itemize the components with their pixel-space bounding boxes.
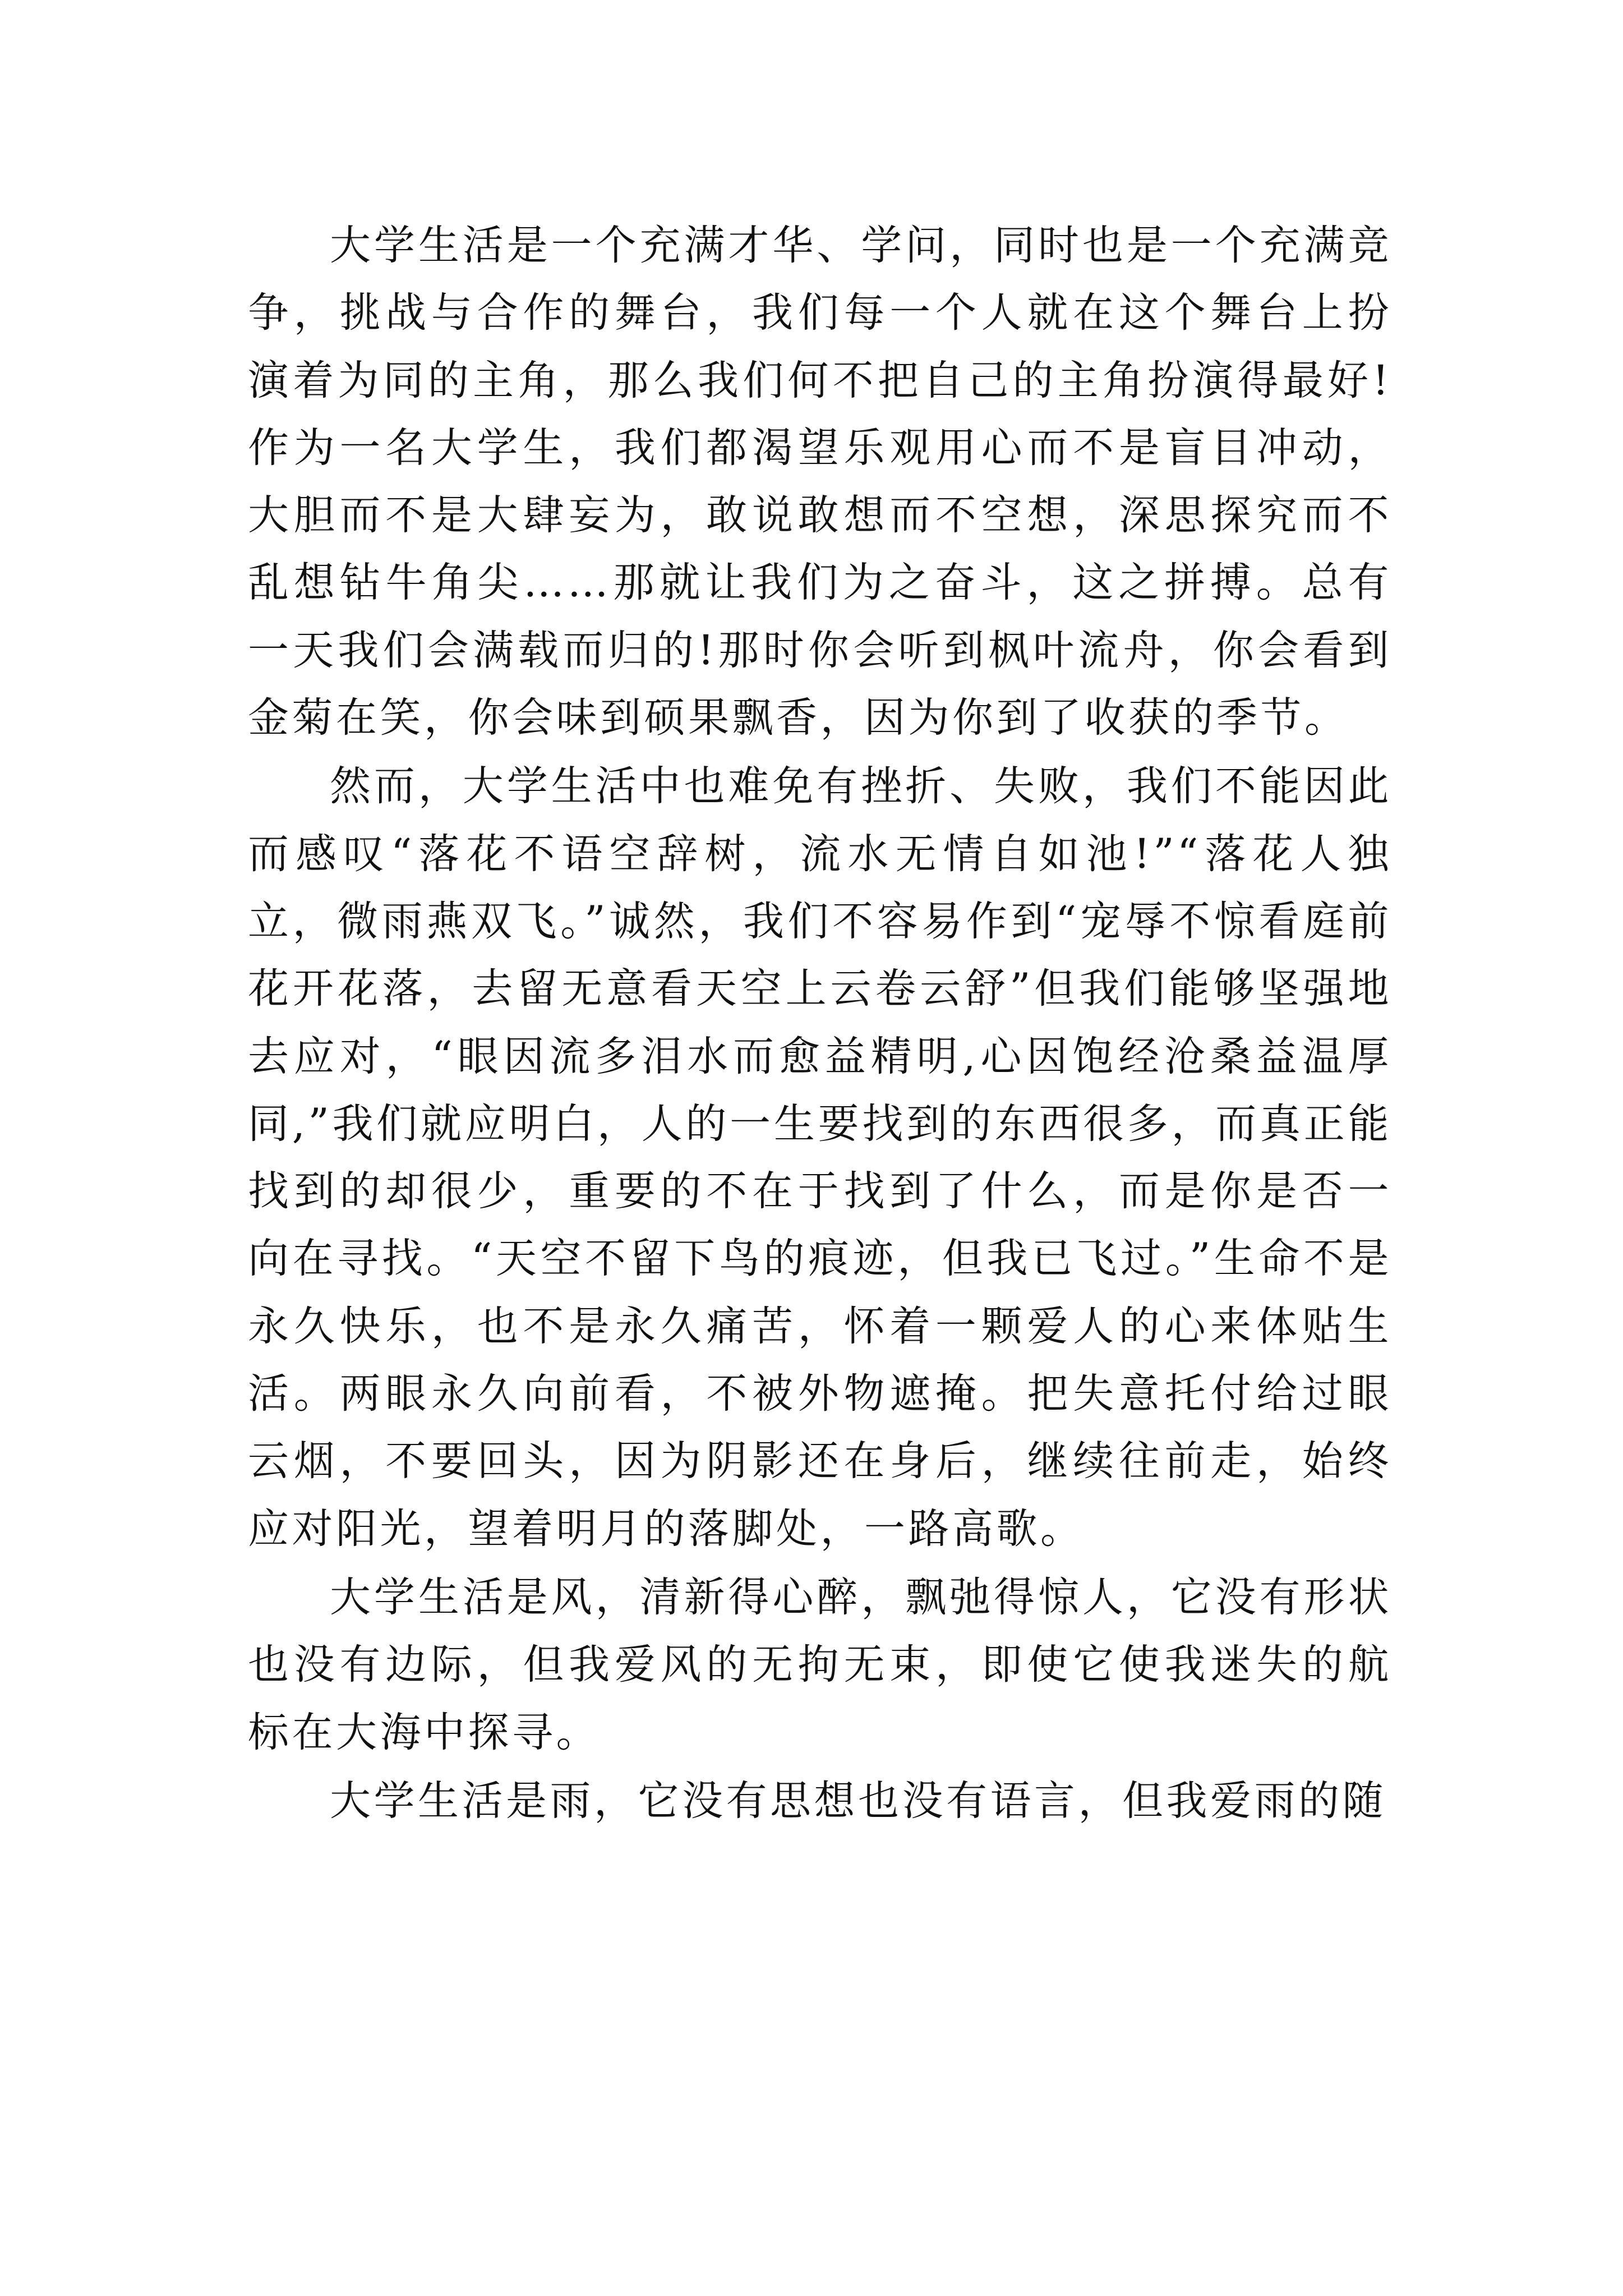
- paragraph-4: 大学生活是雨，它没有思想也没有语言，但我爱雨的随: [330, 1777, 1386, 1825]
- paragraph-3: 大学生活是风，清新得心醉，飘弛得惊人，它没有形状也没有边际，但我爱风的无拘无束，即使它使我迷失的航标在大海中探寻。: [248, 1573, 1392, 1756]
- paragraph-1: 大学生活是一个充满才华、学问，同时也是一个充满竞争，挑战与合作的舞台，我们每一个人就在这个舞台上扮演着为同的主角，那么我们何不把自己的主角扮演得最好!作为一名大学生，我们都渴望乐观用心而不是盲目冲动，大胆而不是大肆妄为，敢说敢想而不空想，深思探究而不乱想钻牛角尖……那就让我们为之奋斗，这之拼搏。总有一天我们会满载而归的!那时你会听到枫叶流舟，你会看到金菊在笑，你会味到硕果飘香，因为你到了收获的季节。: [248, 222, 1392, 742]
- body-text: [248, 212, 1392, 1835]
- paragraph-2: 然而，大学生活中也难免有挫折、失败，我们不能因此而感叹“落花不语空辞树，流水无情自如池!”“落花人独立，微雨燕双飞。”诚然，我们不容易作到“宠辱不惊看庭前花开花落，去留无意看天空上云卷云舒”但我们能够坚强地去应对，“眼因流多泪水而愈益精明,心因饱经沧桑益温厚同,”我们就应明白，人的一生要找到的东西很多，而真正能找到的却很少，重要的不在于找到了什么，而是你是否一向在寻找。“天空不留下鸟的痕迹，但我已飞过。”生命不是永久快乐，也不是永久痛苦，怀着一颗爱人的心来体贴生活。两眼永久向前看，不被外物遮掩。把失意托付给过眼云烟，不要回头，因为阴影还在身后，继续往前走，始终应对阳光，望着明月的落脚处，一路高歌。: [248, 762, 1392, 1553]
